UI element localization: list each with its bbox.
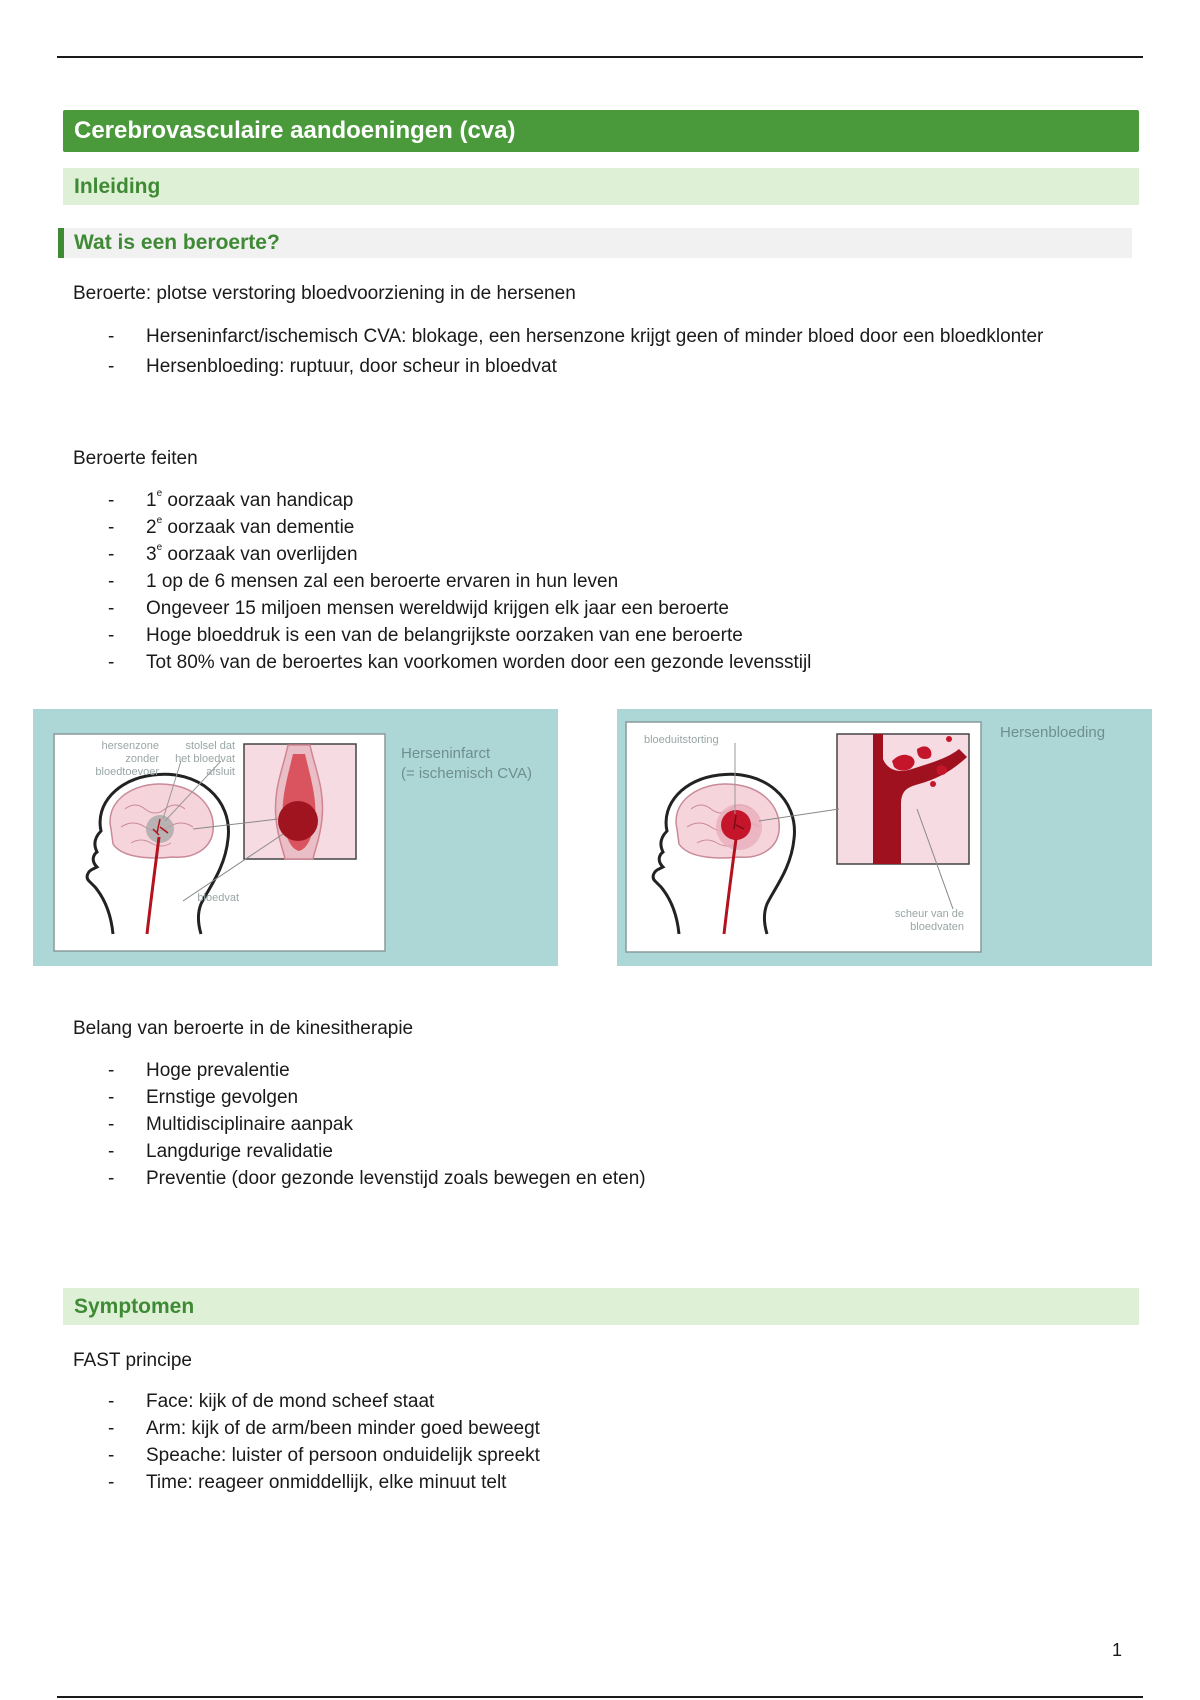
importance-heading: Belang van beroerte in de kinesitherapie <box>73 1018 414 1039</box>
list-item: - Hersenbloeding: ruptuur, door scheur in bloedvat <box>73 353 1073 380</box>
label-clot-3: afsluit <box>206 766 235 778</box>
label-zone-1: hersenzone <box>101 740 159 752</box>
list-item: - Langdurige revalidatie <box>73 1138 1073 1165</box>
list-item: - Face: kijk of de mond scheef staat <box>73 1388 1073 1415</box>
definition-list <box>73 323 1073 380</box>
top-rule <box>57 56 1143 58</box>
herseninfarct-illustration <box>33 709 558 966</box>
list-item: - Herseninfarct/ischemisch CVA: blokage, een hersenzone krijgt geen of minder bloed door een bloedklonter <box>73 323 1073 350</box>
label-tear-1: scheur van de <box>894 908 964 920</box>
importance-list <box>73 1057 1073 1192</box>
subsection-heading-what-is: Wat is een beroerte? <box>58 228 1132 258</box>
hersenbloeding-illustration <box>617 709 1152 966</box>
bottom-rule <box>57 1696 1143 1698</box>
list-item: - Speache: luister of persoon onduidelijk spreekt <box>73 1442 1073 1469</box>
label-zone-2: zonder <box>125 753 159 765</box>
label-tear-2: bloedvaten <box>910 921 964 933</box>
label-bleed: bloeduitstorting <box>644 734 719 746</box>
list-item: - Preventie (door gezonde levenstijd zoals bewegen en eten) <box>73 1165 1073 1192</box>
figure-title-hersenbloeding: Hersenbloeding <box>1000 724 1106 741</box>
list-item: - Hoge bloeddruk is een van de belangrijkste oorzaken van ene beroerte <box>73 622 1073 649</box>
list-item: - Hoge prevalentie <box>73 1057 1073 1084</box>
list-item: - Ongeveer 15 miljoen mensen wereldwijd krijgen elk jaar een beroerte <box>73 595 1073 622</box>
fast-list <box>73 1388 1073 1496</box>
label-clot-1: stolsel dat <box>185 740 235 752</box>
list-item: - Time: reageer onmiddellijk, elke minuut telt <box>73 1469 1073 1496</box>
list-item: - Arm: kijk of de arm/been minder goed beweegt <box>73 1415 1073 1442</box>
figure-subtitle-ischemisch: (= ischemisch CVA) <box>401 765 533 782</box>
definition-text: Beroerte: plotse verstoring bloedvoorziening in de hersenen <box>73 283 576 304</box>
label-vessel: bloedvat <box>197 892 239 904</box>
list-item: - Tot 80% van de beroertes kan voorkomen worden door een gezonde levensstijl <box>73 649 1073 676</box>
section-heading-symptomen: Symptomen <box>63 1288 1139 1325</box>
facts-heading: Beroerte feiten <box>73 448 198 469</box>
list-item: - 3e oorzaak van overlijden <box>73 541 1073 568</box>
label-zone-3: bloedtoevoer <box>95 766 159 778</box>
section-heading-inleiding: Inleiding <box>63 168 1139 205</box>
list-item: - 1e oorzaak van handicap <box>73 487 1073 514</box>
list-item: - 1 op de 6 mensen zal een beroerte ervaren in hun leven <box>73 568 1073 595</box>
page-title: Cerebrovasculaire aandoeningen (cva) <box>63 110 1139 152</box>
page-number: 1 <box>1112 1640 1123 1660</box>
list-item: - 2e oorzaak van dementie <box>73 514 1073 541</box>
list-item: - Multidisciplinaire aanpak <box>73 1111 1073 1138</box>
list-item: - Ernstige gevolgen <box>73 1084 1073 1111</box>
figure-title-herseninfarct: Herseninfarct <box>401 745 491 762</box>
facts-list <box>73 487 1073 676</box>
fast-heading: FAST principe <box>73 1350 192 1371</box>
label-clot-2: het bloedvat <box>175 753 235 765</box>
